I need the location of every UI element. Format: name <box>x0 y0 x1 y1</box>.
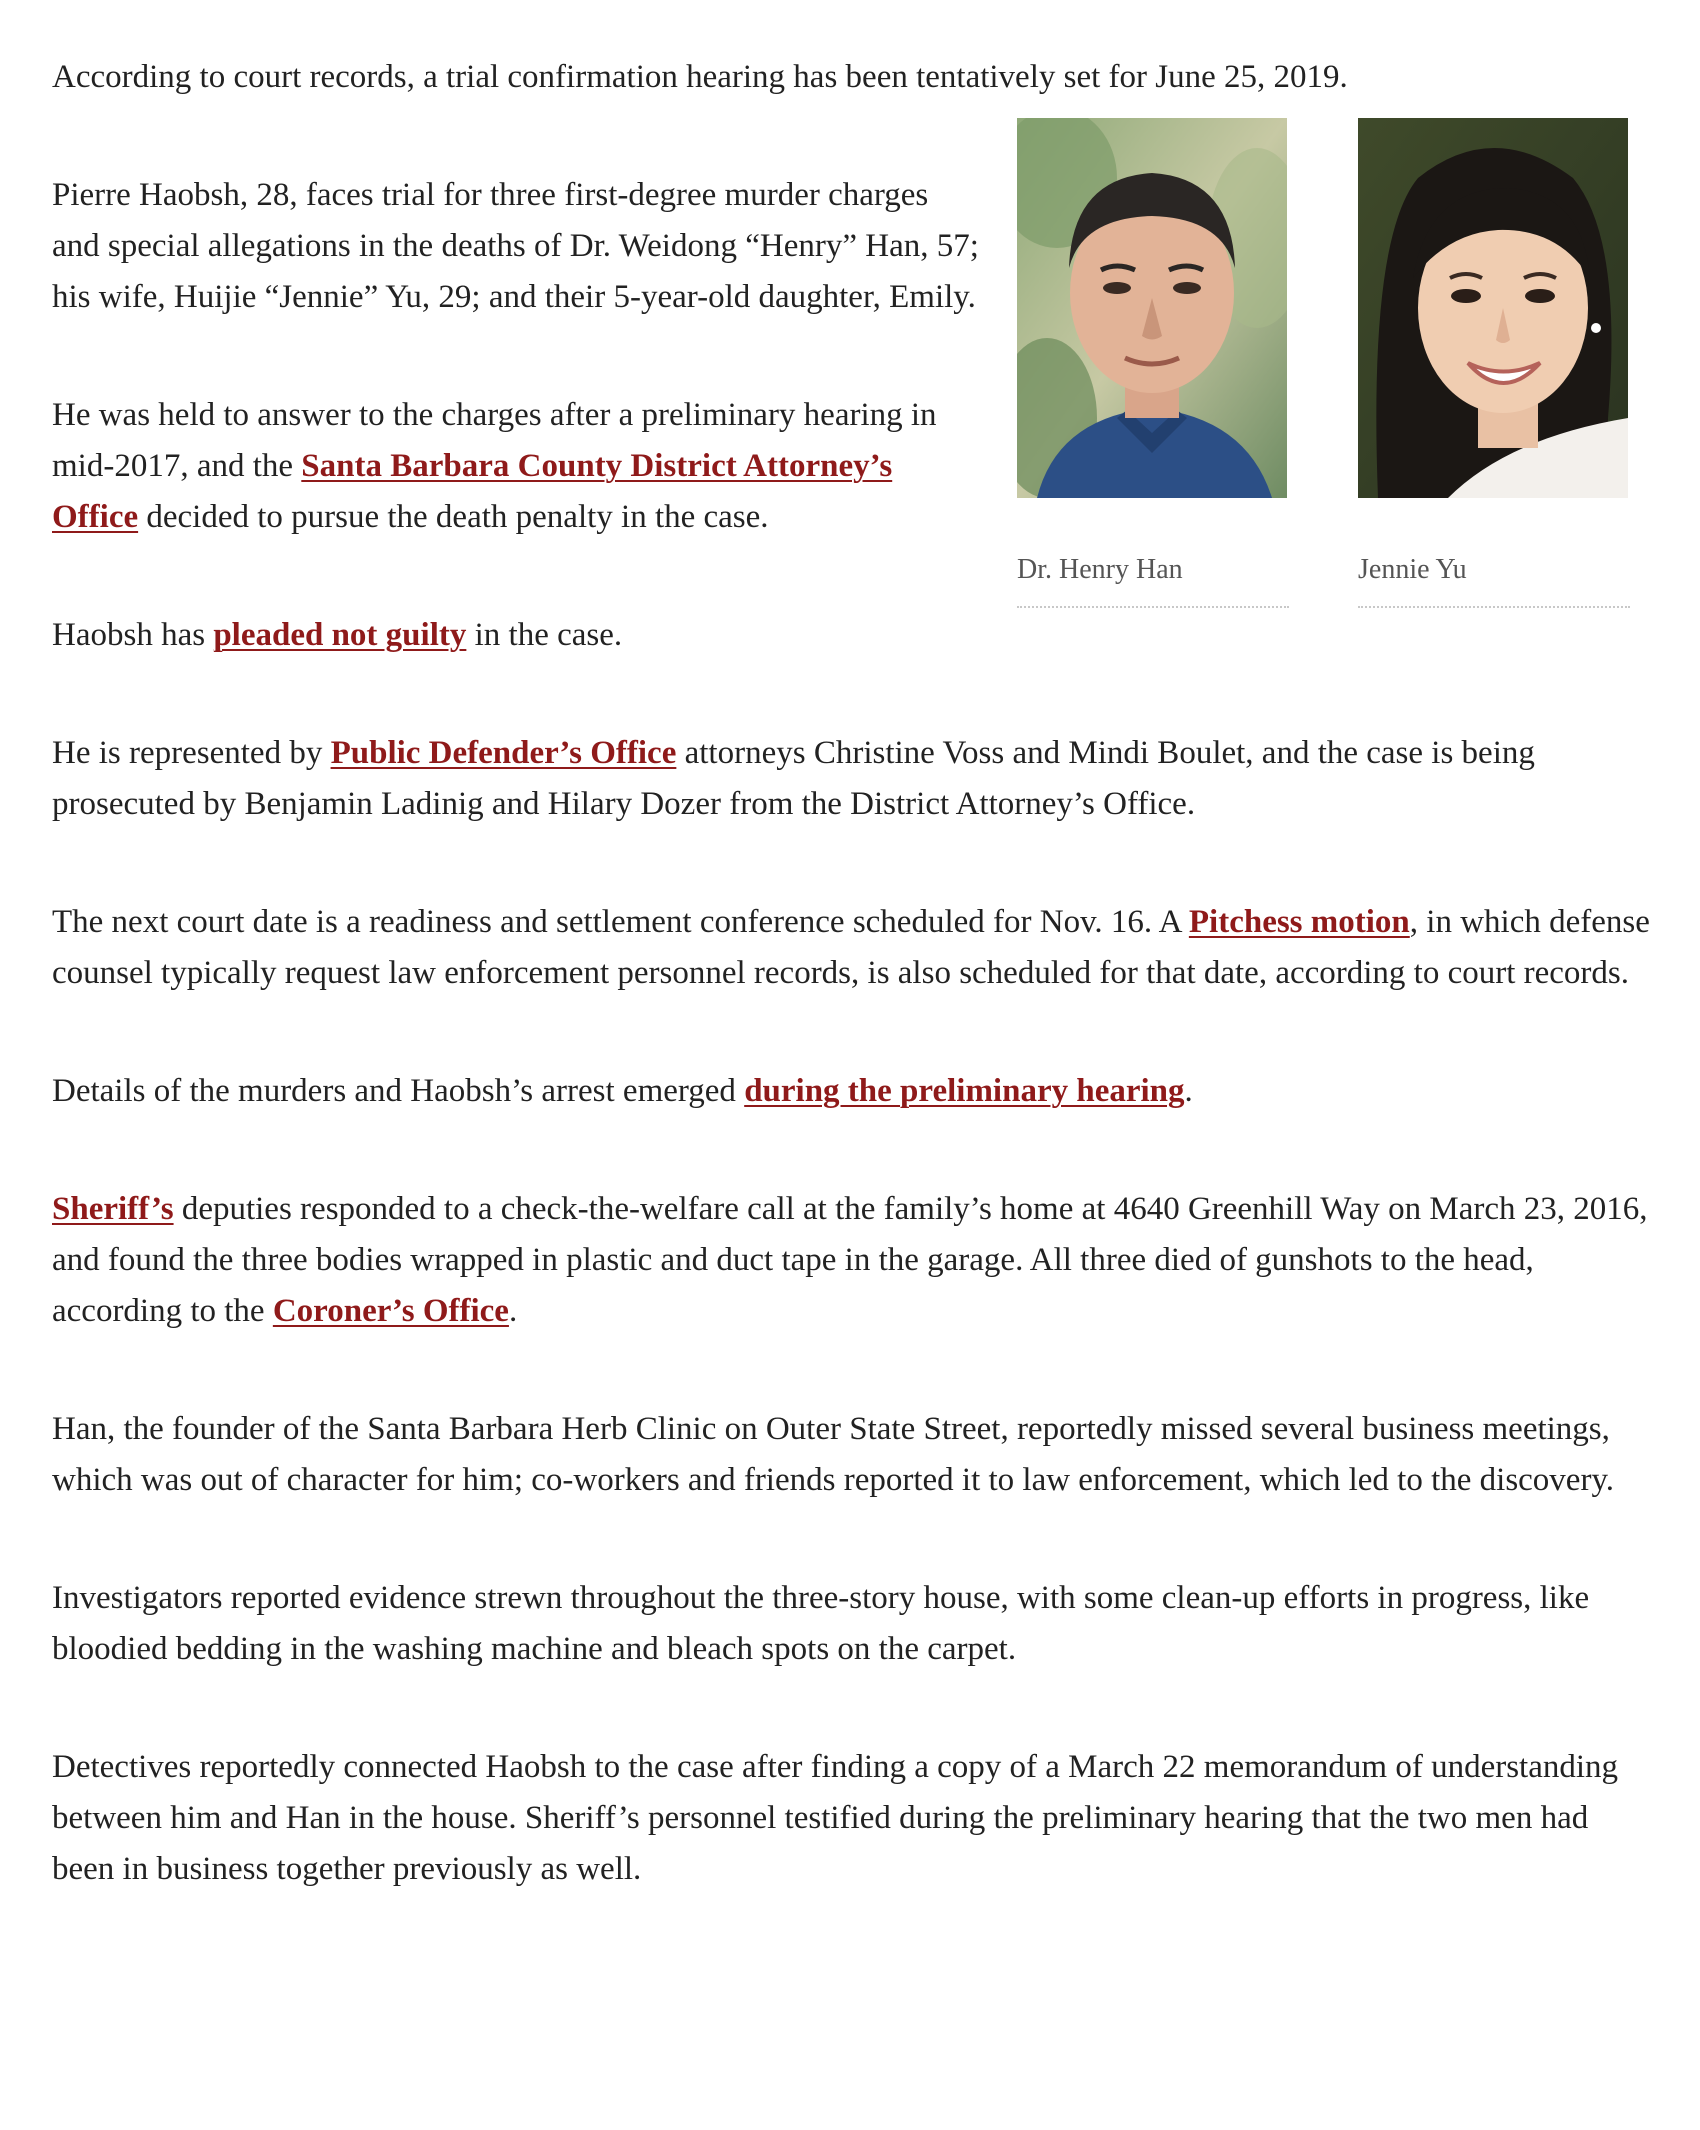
paragraph-herb-clinic: Han, the founder of the Santa Barbara Herb Clinic on Outer State Street, reportedly missed several business meetings, which was out of character for him; co-workers and friends reported it to law enforcement, which led to the discovery. <box>52 1411 1615 1498</box>
link-sheriffs[interactable]: Sheriff’s <box>52 1191 174 1227</box>
link-pitchess-motion[interactable]: Pitchess motion <box>1188 904 1410 940</box>
text-segment: Details of the murders and Haobsh’s arrest emerged <box>52 1073 745 1109</box>
paragraph-representation <box>52 728 1652 830</box>
paragraph-plea <box>52 610 1652 661</box>
paragraph-details <box>52 1066 1652 1117</box>
link-district-attorney[interactable]: Santa Barbara County District Attorney’s Office <box>52 448 893 535</box>
paragraph-discovery <box>52 1184 1652 1337</box>
text-segment: , in which defense counsel typically request law enforcement personnel records, is also scheduled for that date, according to court records. <box>52 904 1650 991</box>
text-segment: decided to pursue the death penalty in the case. <box>138 499 769 535</box>
text-segment: Haobsh has <box>52 617 214 653</box>
paragraph-death-penalty <box>52 390 982 543</box>
text-segment: deputies responded to a check-the-welfare call at the family’s home at 4640 Greenhill Way on March 23, 2016, and found the three bodies wrapped in plastic and duct tape in the garage. All three died of gunshots to the head, according to the <box>52 1191 1648 1329</box>
henry-han-photo <box>1017 118 1287 498</box>
caption-jennie-yu: Jennie Yu <box>1358 554 1630 608</box>
text-segment: He is represented by <box>52 735 331 771</box>
text-segment: He was held to answer to the charges after a preliminary hearing in mid-2017, and the <box>52 397 937 484</box>
link-coroners-office[interactable]: Coroner’s Office <box>272 1293 509 1329</box>
figure-jennie-yu <box>1358 118 1630 608</box>
paragraph-evidence: Investigators reported evidence strewn throughout the three-story house, with some clean-up efforts in progress, like bloodied bedding in the washing machine and bleach spots on the carpet. <box>52 1580 1590 1667</box>
text-segment: attorneys Christine Voss and Mindi Boulet, and the case is being prosecuted by Benjamin Ladinig and Hilary Dozer from the District Attorney’s Office. <box>52 735 1535 822</box>
caption-henry-han: Dr. Henry Han <box>1017 554 1289 608</box>
article-body <box>52 52 1652 1895</box>
jennie-yu-photo <box>1358 118 1628 498</box>
figure-henry-han <box>1017 118 1289 608</box>
link-pleaded-not-guilty[interactable]: pleaded not guilty <box>213 617 467 653</box>
link-public-defender[interactable]: Public Defender’s Office <box>330 735 677 771</box>
intro-text-column <box>52 170 982 543</box>
text-segment: . <box>508 1293 518 1329</box>
text-segment: The next court date is a readiness and settlement conference scheduled for Nov. 16. A <box>52 904 1189 940</box>
paragraph-charges: Pierre Haobsh, 28, faces trial for three first-degree murder charges and special allegations in the deaths of Dr. Weidong “Henry” Han, 57; his wife, Huijie “Jennie” Yu, 29; and their 5-year-old daughter, Emily. <box>52 177 979 315</box>
paragraph-trial-date: According to court records, a trial confirmation hearing has been tentatively set for June 25, 2019. <box>52 59 1348 95</box>
paragraph-memorandum: Detectives reportedly connected Haobsh to the case after finding a copy of a March 22 memorandum of understanding between him and Han in the house. Sheriff’s personnel testified during the preliminary hearing that the two men had been in business together previously as well. <box>52 1749 1619 1887</box>
text-segment: in the case. <box>466 617 623 653</box>
link-preliminary-hearing[interactable]: during the preliminary hearing <box>744 1073 1185 1109</box>
text-segment: . <box>1184 1073 1193 1109</box>
paragraph-next-court-date <box>52 897 1652 999</box>
